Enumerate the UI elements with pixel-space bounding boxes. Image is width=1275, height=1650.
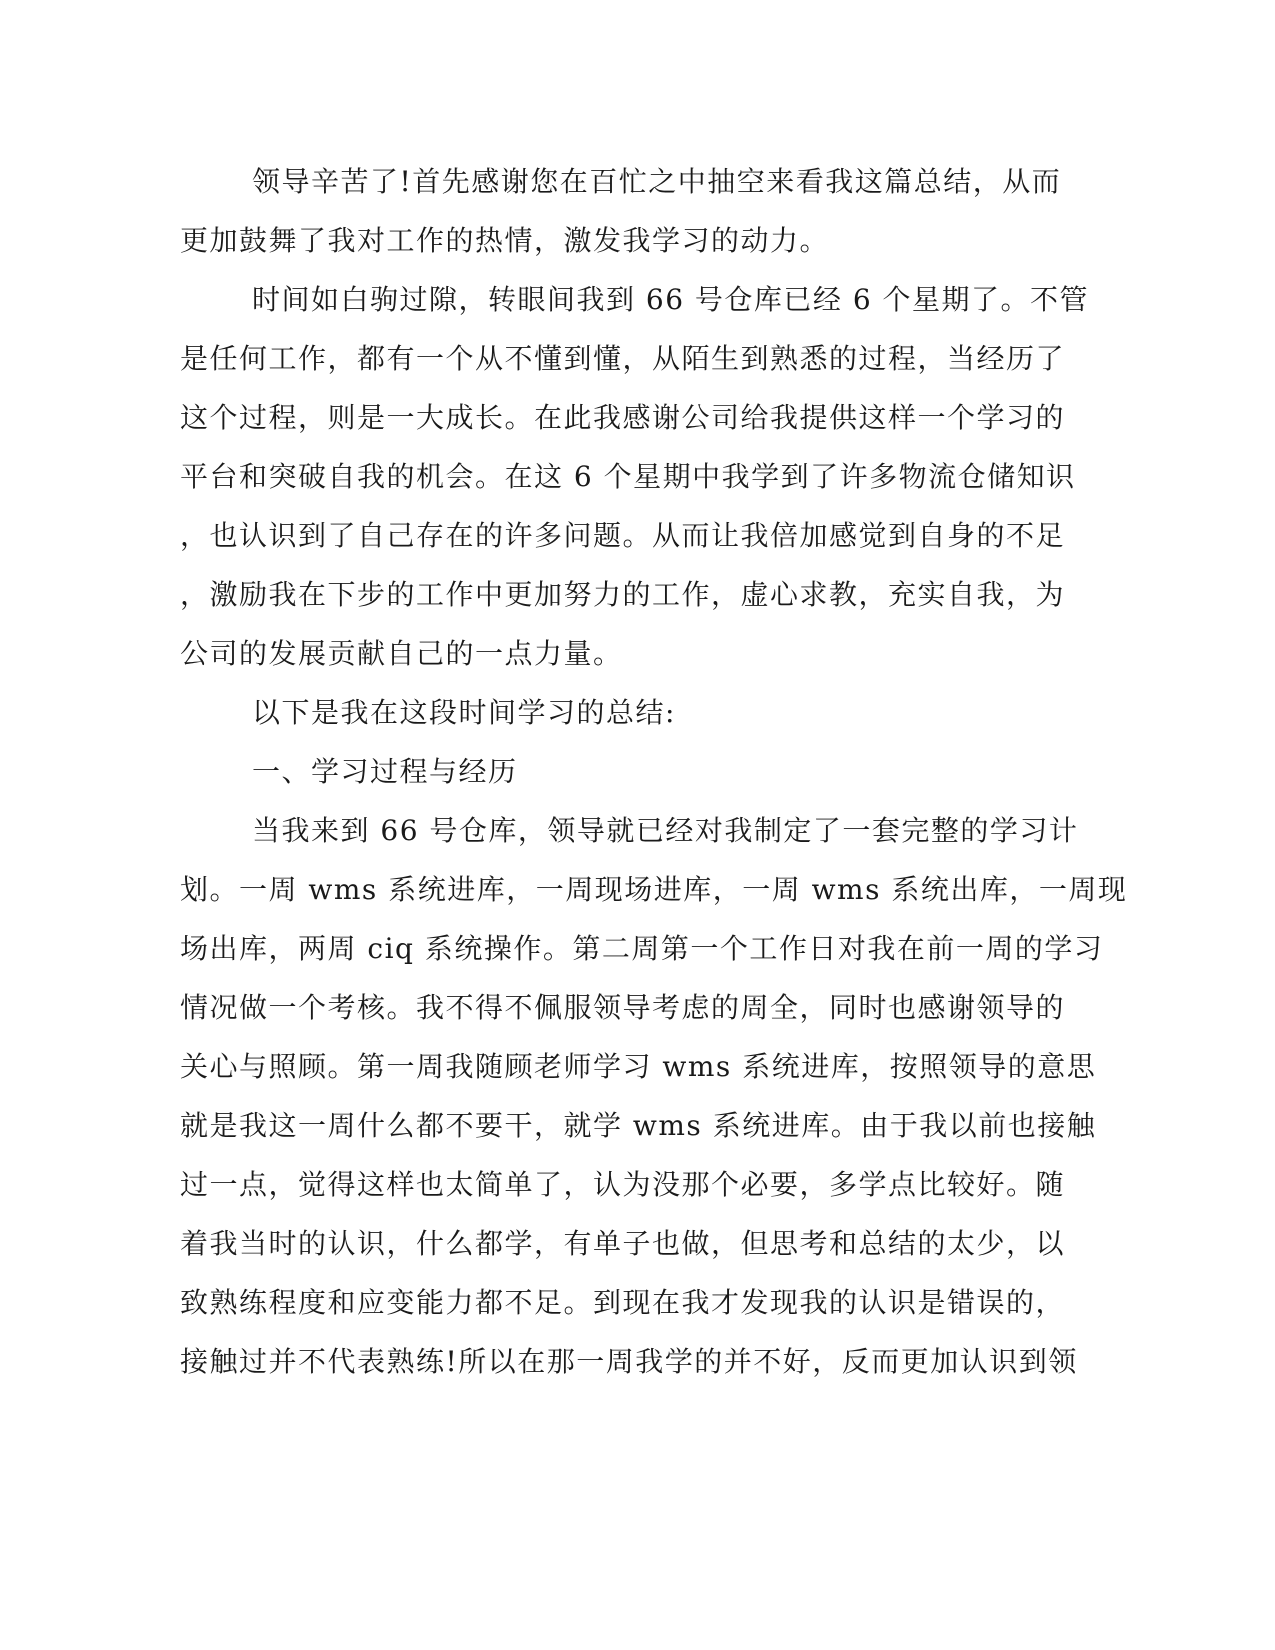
document-body — [180, 158, 1128, 1397]
paragraph-line: 领导辛苦了!首先感谢您在百忙之中抽空来看我这篇总结，从而 — [252, 165, 1062, 198]
section-heading: 一、学习过程与经历 — [252, 755, 518, 788]
paragraph-line: 接触过并不代表熟练!所以在那一周我学的并不好，反而更加认识到领 — [180, 1345, 1078, 1378]
paragraph-line: 划。一周 wms 系统进库，一周现场进库，一周 wms 系统出库，一周现 — [180, 873, 1128, 906]
paragraph-line: 以下是我在这段时间学习的总结: — [252, 696, 676, 729]
paragraph-line: ，也认识到了自己存在的许多问题。从而让我倍加感觉到自身的不足 — [180, 519, 1066, 552]
paragraph-line: 时间如白驹过隙，转眼间我到 66 号仓库已经 6 个星期了。不管 — [252, 283, 1090, 316]
paragraph-line: 过一点，觉得这样也太简单了，认为没那个必要，多学点比较好。随 — [180, 1168, 1066, 1201]
paragraph-line: 公司的发展贡献自己的一点力量。 — [180, 637, 623, 670]
paragraph-line: 平台和突破自我的机会。在这 6 个星期中我学到了许多物流仓储知识 — [180, 460, 1076, 493]
paragraph-line: 场出库，两周 ciq 系统操作。第二周第一个工作日对我在前一周的学习 — [180, 932, 1104, 965]
paragraph-line: 致熟练程度和应变能力都不足。到现在我才发现我的认识是错误的， — [180, 1286, 1066, 1319]
paragraph-line: ，激励我在下步的工作中更加努力的工作，虚心求教，充实自我，为 — [180, 578, 1066, 611]
paragraph-line: 当我来到 66 号仓库，领导就已经对我制定了一套完整的学习计 — [252, 814, 1079, 847]
paragraph-line: 关心与照顾。第一周我随顾老师学习 wms 系统进库，按照领导的意思 — [180, 1050, 1097, 1083]
paragraph-line: 更加鼓舞了我对工作的热情，激发我学习的动力。 — [180, 224, 830, 257]
paragraph-line: 着我当时的认识，什么都学，有单子也做，但思考和总结的太少，以 — [180, 1227, 1066, 1260]
paragraph-line: 这个过程，则是一大成长。在此我感谢公司给我提供这样一个学习的 — [180, 401, 1066, 434]
paragraph-line: 就是我这一周什么都不要干，就学 wms 系统进库。由于我以前也接触 — [180, 1109, 1097, 1142]
paragraph-line: 情况做一个考核。我不得不佩服领导考虑的周全，同时也感谢领导的 — [180, 991, 1066, 1024]
paragraph-line: 是任何工作，都有一个从不懂到懂，从陌生到熟悉的过程，当经历了 — [180, 342, 1066, 375]
